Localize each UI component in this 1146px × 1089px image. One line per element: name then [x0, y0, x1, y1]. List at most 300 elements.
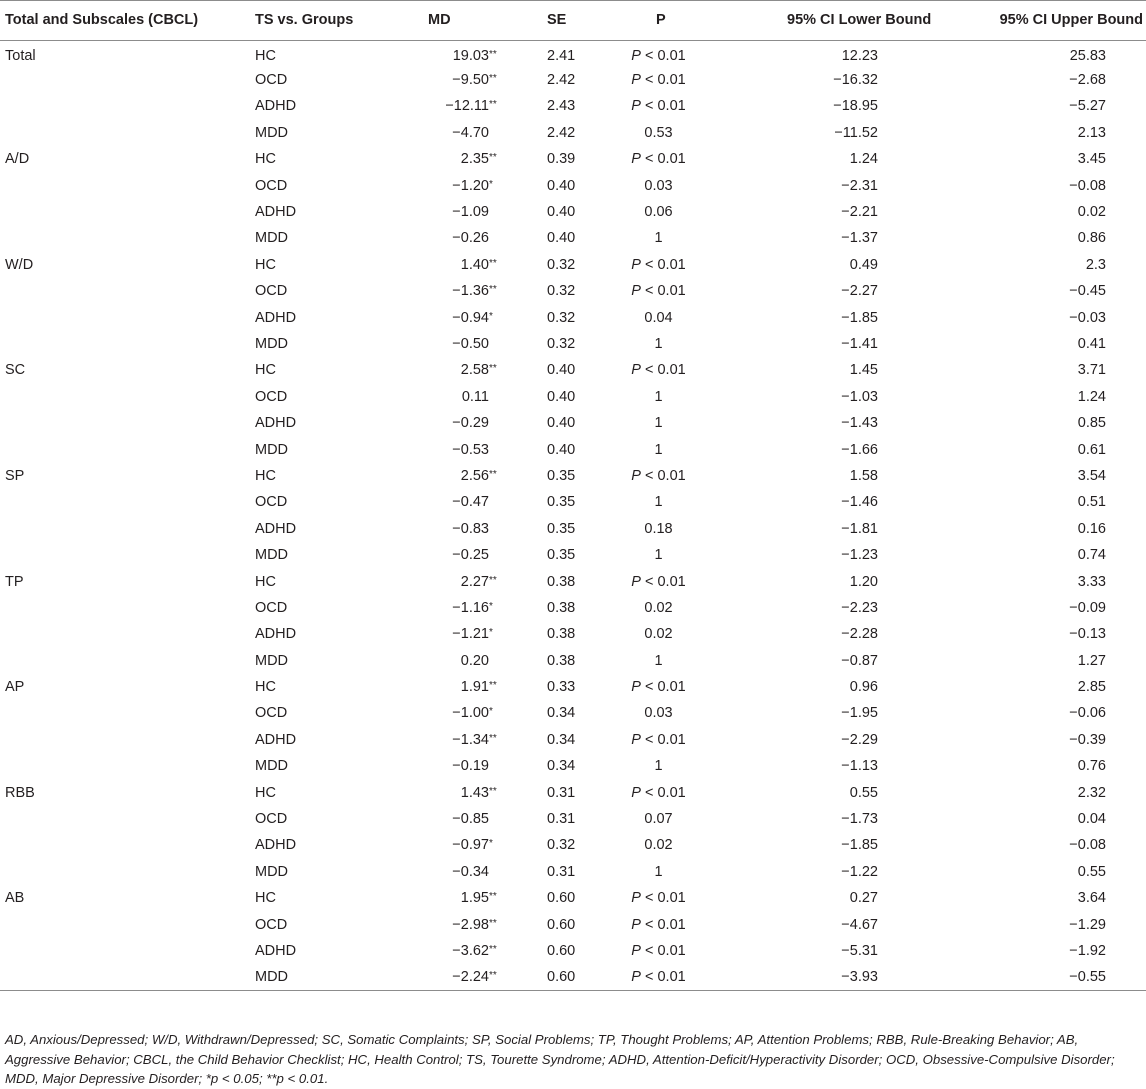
cell-se: 0.34	[547, 758, 576, 775]
cell-p	[585, 542, 732, 568]
p-symbol: P	[631, 256, 641, 273]
p-value: 0.02	[644, 837, 673, 854]
md-value: 0.11	[461, 388, 489, 405]
cell-se: 2.42	[547, 72, 576, 89]
md-value: −9.50	[452, 72, 489, 89]
cell-ci-lower: −1.03	[841, 388, 878, 405]
table-row	[0, 647, 1146, 673]
cell-se: 0.35	[547, 520, 576, 537]
significance-stars: *	[489, 706, 493, 718]
cell-ci-lower: 0.55	[849, 784, 878, 801]
cell-se: 0.40	[547, 204, 576, 221]
cell-p	[585, 120, 732, 146]
cell-subscale	[0, 832, 255, 858]
significance-stars: **	[489, 732, 497, 744]
md-value: 2.35	[460, 151, 489, 168]
cell-p	[585, 859, 732, 885]
cell-p	[585, 674, 732, 700]
cell-p	[585, 568, 732, 594]
cell-ci-lower: −1.43	[841, 415, 878, 432]
cell-subscale	[0, 911, 255, 937]
cell-group: OCD	[255, 388, 288, 405]
cell-ci-lower: 1.24	[849, 151, 878, 168]
p-symbol: P	[631, 679, 641, 696]
p-value: 1	[654, 335, 663, 352]
cell-p	[585, 410, 732, 436]
cell-se: 0.39	[547, 151, 576, 168]
p-symbol: P	[631, 942, 641, 959]
cell-subscale	[0, 199, 255, 225]
cell-subscale	[0, 489, 255, 515]
p-value: 0.02	[644, 626, 673, 643]
p-value: 0.03	[644, 705, 673, 722]
cell-ci-upper: 3.71	[1077, 362, 1106, 379]
cell-md	[383, 120, 505, 146]
cell-p	[585, 41, 732, 67]
cell-subscale	[0, 384, 255, 410]
cell-ci-lower: 1.45	[849, 362, 878, 379]
cell-md	[383, 252, 505, 278]
cell-subscale: W/D	[5, 256, 34, 273]
table-row	[0, 93, 1146, 119]
cell-subscale	[0, 120, 255, 146]
significance-stars: **	[489, 99, 497, 111]
p-symbol: P	[631, 784, 641, 801]
cell-p	[585, 938, 732, 964]
cell-p	[585, 67, 732, 93]
cell-subscale: A/D	[5, 151, 30, 168]
cell-ci-lower: −1.73	[841, 811, 878, 828]
table-row	[0, 489, 1146, 515]
cell-se: 0.32	[547, 283, 576, 300]
cell-ci-upper: 25.83	[1069, 47, 1106, 64]
md-value: −3.62	[452, 942, 489, 959]
cell-md	[383, 225, 505, 251]
cell-se: 2.41	[547, 47, 576, 64]
table-row	[0, 964, 1146, 990]
header-subscale: Total and Subscales (CBCL)	[0, 1, 255, 41]
table-row	[0, 885, 1146, 911]
cell-subscale	[0, 304, 255, 330]
cell-group: HC	[255, 784, 276, 801]
md-value: −1.16	[452, 599, 489, 616]
cell-ci-upper: 3.54	[1077, 467, 1106, 484]
p-value: 1	[654, 863, 663, 880]
cell-p	[585, 489, 732, 515]
cell-subscale	[0, 172, 255, 198]
cell-p	[585, 806, 732, 832]
cell-group: HC	[255, 256, 276, 273]
table-row	[0, 753, 1146, 779]
header-se: SE	[505, 1, 585, 41]
cell-md	[383, 93, 505, 119]
cell-ci-lower: −1.85	[841, 309, 878, 326]
md-value: 2.27	[460, 573, 489, 590]
cell-subscale	[0, 621, 255, 647]
cell-ci-upper: 2.13	[1077, 124, 1106, 141]
cell-se: 0.32	[547, 335, 576, 352]
cell-group: OCD	[255, 494, 288, 511]
cell-ci-lower: 0.96	[849, 679, 878, 696]
cell-ci-lower: −1.13	[841, 758, 878, 775]
significance-stars: **	[489, 970, 497, 982]
md-value: 1.91	[460, 679, 489, 696]
cell-ci-upper: 0.51	[1077, 494, 1106, 511]
cell-subscale	[0, 331, 255, 357]
p-value: < 0.01	[640, 573, 686, 590]
cell-md	[383, 938, 505, 964]
cell-p	[585, 885, 732, 911]
cell-group: HC	[255, 679, 276, 696]
table-row	[0, 67, 1146, 93]
table-row	[0, 199, 1146, 225]
table-row	[0, 700, 1146, 726]
cell-p	[585, 727, 732, 753]
table-row	[0, 331, 1146, 357]
cell-subscale	[0, 647, 255, 673]
p-symbol: P	[631, 969, 641, 986]
cell-se: 0.60	[547, 916, 576, 933]
cell-p	[585, 964, 732, 990]
cell-p	[585, 621, 732, 647]
cell-ci-upper: −0.03	[1069, 309, 1106, 326]
cell-md	[383, 964, 505, 990]
cell-se: 0.60	[547, 890, 576, 907]
cell-ci-lower: −1.95	[841, 705, 878, 722]
cell-ci-upper: 2.3	[1085, 256, 1106, 273]
p-value: < 0.01	[640, 72, 686, 89]
p-value: 1	[654, 441, 663, 458]
cell-subscale	[0, 410, 255, 436]
cell-ci-upper: 0.76	[1077, 758, 1106, 775]
cell-group: ADHD	[255, 98, 297, 115]
cell-md	[383, 516, 505, 542]
cell-ci-lower: −1.81	[841, 520, 878, 537]
cell-ci-upper: −1.92	[1069, 942, 1106, 959]
cell-se: 0.60	[505, 964, 585, 990]
cell-p	[585, 304, 732, 330]
cell-subscale	[0, 595, 255, 621]
significance-stars: *	[489, 838, 493, 850]
cell-subscale	[0, 93, 255, 119]
cell-ci-upper: −0.39	[1069, 731, 1106, 748]
significance-stars: **	[489, 363, 497, 375]
cell-md	[383, 568, 505, 594]
cell-ci-lower: −5.31	[841, 942, 878, 959]
cell-se: 0.38	[547, 599, 576, 616]
cell-subscale: TP	[5, 573, 24, 590]
cell-se: 0.40	[547, 441, 576, 458]
p-value: 1	[654, 388, 663, 405]
table-row	[0, 252, 1146, 278]
cell-md	[383, 621, 505, 647]
cell-group: OCD	[255, 177, 288, 194]
md-value: 1.43	[460, 784, 489, 801]
cell-ci-lower: −2.23	[841, 599, 878, 616]
cell-se: 2.43	[547, 98, 576, 115]
cell-ci-upper: 0.55	[1077, 863, 1106, 880]
cell-ci-lower: −1.22	[841, 863, 878, 880]
cell-ci-lower: 12.23	[841, 47, 878, 64]
cell-ci-lower: 0.27	[849, 890, 878, 907]
md-value: −1.00	[452, 705, 489, 722]
significance-stars: **	[489, 943, 497, 955]
cell-se: 2.42	[547, 124, 576, 141]
cell-group: OCD	[255, 916, 288, 933]
table-row	[0, 621, 1146, 647]
cell-ci-upper: −0.09	[1069, 599, 1106, 616]
table-row	[0, 859, 1146, 885]
table-row	[0, 410, 1146, 436]
cell-ci-upper: −5.27	[1069, 98, 1106, 115]
cell-subscale	[0, 727, 255, 753]
cell-md	[383, 753, 505, 779]
table-row	[0, 436, 1146, 462]
p-symbol: P	[631, 890, 641, 907]
cell-group: OCD	[255, 811, 288, 828]
cell-md	[383, 489, 505, 515]
cell-ci-upper: 1.24	[1077, 388, 1106, 405]
table-body	[0, 41, 1146, 991]
header-p: P	[585, 1, 732, 41]
md-value: −12.11	[445, 98, 489, 115]
p-symbol: P	[631, 72, 641, 89]
p-symbol: P	[631, 98, 641, 115]
cell-p	[585, 911, 732, 937]
p-value: 0.07	[644, 811, 673, 828]
cell-ci-upper: −0.55	[936, 964, 1146, 990]
md-value: −0.85	[452, 811, 489, 828]
cell-ci-lower: −1.37	[841, 230, 878, 247]
cell-md	[383, 278, 505, 304]
cell-group: MDD	[255, 863, 289, 880]
p-symbol: P	[631, 362, 641, 379]
p-value: 0.04	[644, 309, 673, 326]
cell-md	[383, 832, 505, 858]
cell-md	[383, 146, 505, 172]
p-value: 1	[654, 547, 663, 564]
cell-subscale	[0, 806, 255, 832]
p-value: < 0.01	[640, 47, 686, 64]
p-symbol: P	[631, 916, 641, 933]
cell-ci-upper: 0.86	[1077, 230, 1106, 247]
cell-subscale	[0, 225, 255, 251]
cell-p	[585, 595, 732, 621]
cell-p	[585, 516, 732, 542]
cell-subscale	[0, 964, 255, 990]
cell-group: MDD	[255, 652, 289, 669]
cell-p	[585, 146, 732, 172]
cell-ci-lower: −1.41	[841, 335, 878, 352]
p-symbol: P	[631, 283, 641, 300]
cell-group: ADHD	[255, 520, 297, 537]
cell-se: 0.40	[547, 177, 576, 194]
cell-p	[585, 278, 732, 304]
cell-ci-upper: 2.32	[1077, 784, 1106, 801]
cell-md	[383, 384, 505, 410]
cell-ci-upper: −1.29	[1069, 916, 1106, 933]
cell-ci-upper: 0.61	[1077, 441, 1106, 458]
significance-stars: **	[489, 73, 497, 85]
md-value: −4.70	[452, 124, 489, 141]
table-footnote: AD, Anxious/Depressed; W/D, Withdrawn/Depressed; SC, Somatic Complaints; SP, Social Problems; TP, Thought Problems; AP, Attention Problems; RBB, Rule-Breaking Behavior; AB, Aggressive Behavior; CBCL, the Child Behavior Checklist; HC, Health Control; TS, Tourette Syndrome; ADHD, Attention-Deficit/Hyperactivity Disorder; OCD, Obsessive-Compulsive Disorder; MDD, Major Depressive Disorder; *p < 0.05; **p < 0.01.	[5, 1032, 1115, 1086]
cell-se: 0.31	[547, 811, 576, 828]
significance-stars: **	[489, 468, 497, 480]
cell-group: MDD	[255, 124, 289, 141]
cell-ci-upper: 1.27	[1077, 652, 1106, 669]
cell-group: ADHD	[255, 415, 297, 432]
cell-ci-upper: 2.85	[1077, 679, 1106, 696]
cell-ci-upper: −0.45	[1069, 283, 1106, 300]
cell-ci-lower: −1.46	[841, 494, 878, 511]
table-row	[0, 384, 1146, 410]
cell-group: OCD	[255, 599, 288, 616]
cell-md	[383, 727, 505, 753]
cell-se: 0.31	[547, 863, 576, 880]
table-row	[0, 779, 1146, 805]
cell-group: MDD	[255, 230, 289, 247]
cell-group: ADHD	[255, 837, 297, 854]
cell-group: MDD	[255, 758, 289, 775]
cell-ci-lower: −18.95	[833, 98, 878, 115]
table-row	[0, 568, 1146, 594]
significance-stars: **	[489, 680, 497, 692]
cell-subscale	[0, 67, 255, 93]
cell-group: HC	[255, 151, 276, 168]
p-value: 1	[654, 494, 663, 511]
cell-group: HC	[255, 467, 276, 484]
cell-ci-lower: −3.93	[732, 964, 936, 990]
cell-group: HC	[255, 573, 276, 590]
cell-md	[383, 304, 505, 330]
cell-ci-upper: 3.45	[1077, 151, 1106, 168]
cell-ci-upper: 0.74	[1077, 547, 1106, 564]
cell-subscale: Total	[5, 47, 36, 64]
cell-se: 0.38	[547, 652, 576, 669]
md-value: 2.58	[460, 362, 489, 379]
cell-group: ADHD	[255, 204, 297, 221]
cell-se: 0.40	[547, 230, 576, 247]
p-value: < 0.01	[640, 151, 686, 168]
cell-md	[383, 700, 505, 726]
p-symbol: P	[631, 151, 641, 168]
table-row	[0, 727, 1146, 753]
cell-ci-lower: −1.23	[841, 547, 878, 564]
p-value: < 0.01	[640, 679, 686, 696]
md-value: −0.94	[452, 309, 489, 326]
table-row	[0, 806, 1146, 832]
cell-p	[585, 252, 732, 278]
header-row	[0, 1, 1146, 41]
md-value: −1.09	[452, 204, 489, 221]
md-value: −0.19	[452, 758, 489, 775]
md-value: −1.34	[452, 731, 489, 748]
p-symbol: P	[631, 573, 641, 590]
cell-md	[383, 542, 505, 568]
cell-ci-lower: −2.28	[841, 626, 878, 643]
p-value: < 0.01	[640, 916, 686, 933]
significance-stars: **	[489, 917, 497, 929]
md-value: −0.26	[452, 230, 489, 247]
cell-p	[585, 384, 732, 410]
p-value: 0.06	[644, 204, 673, 221]
cell-md	[383, 806, 505, 832]
md-value: −0.34	[452, 863, 489, 880]
cell-subscale	[0, 542, 255, 568]
table-row	[0, 41, 1146, 67]
p-symbol: P	[631, 467, 641, 484]
md-value: 19.03	[452, 47, 489, 64]
cell-group: ADHD	[255, 731, 297, 748]
p-value: < 0.01	[640, 969, 686, 986]
table-row	[0, 674, 1146, 700]
cell-subscale: AB	[5, 890, 25, 907]
p-value: 0.53	[644, 124, 673, 141]
cell-md	[383, 357, 505, 383]
table-row	[0, 278, 1146, 304]
cell-se: 0.32	[547, 837, 576, 854]
cell-p	[585, 436, 732, 462]
cell-group: OCD	[255, 705, 288, 722]
table-row	[0, 120, 1146, 146]
cell-ci-upper: 3.33	[1077, 573, 1106, 590]
cell-subscale	[0, 938, 255, 964]
table-row	[0, 911, 1146, 937]
p-value: < 0.01	[640, 98, 686, 115]
table-row	[0, 172, 1146, 198]
cell-md	[383, 41, 505, 67]
cell-p	[585, 225, 732, 251]
cell-group: HC	[255, 47, 276, 64]
significance-stars: **	[489, 574, 497, 586]
cell-subscale	[0, 753, 255, 779]
md-value: −0.53	[452, 441, 489, 458]
p-value: < 0.01	[640, 467, 686, 484]
cell-p	[585, 172, 732, 198]
cell-md	[383, 647, 505, 673]
cell-md	[383, 172, 505, 198]
md-value: −1.20	[452, 177, 489, 194]
table-row	[0, 516, 1146, 542]
cell-ci-lower: −1.85	[841, 837, 878, 854]
cell-ci-upper: −0.13	[1069, 626, 1106, 643]
cell-p	[585, 753, 732, 779]
p-value: < 0.01	[640, 784, 686, 801]
md-value: 0.20	[460, 652, 489, 669]
cell-md	[383, 410, 505, 436]
p-value: < 0.01	[640, 731, 686, 748]
table-row	[0, 542, 1146, 568]
cell-ci-upper: 3.64	[1077, 890, 1106, 907]
cell-ci-lower: −2.27	[841, 283, 878, 300]
cell-ci-lower: 1.58	[849, 467, 878, 484]
p-value: 0.02	[644, 599, 673, 616]
cell-se: 0.32	[547, 309, 576, 326]
cell-md	[383, 331, 505, 357]
cell-group: MDD	[255, 547, 289, 564]
cell-se: 0.34	[547, 731, 576, 748]
cell-se: 0.35	[547, 494, 576, 511]
header-md: MD	[383, 1, 505, 41]
cell-ci-upper: 0.41	[1077, 335, 1106, 352]
cell-se: 0.60	[547, 942, 576, 959]
p-symbol: P	[631, 731, 641, 748]
cell-md	[383, 67, 505, 93]
cell-se: 0.40	[547, 362, 576, 379]
cell-se: 0.35	[547, 547, 576, 564]
cell-md	[383, 463, 505, 489]
significance-stars: **	[489, 257, 497, 269]
